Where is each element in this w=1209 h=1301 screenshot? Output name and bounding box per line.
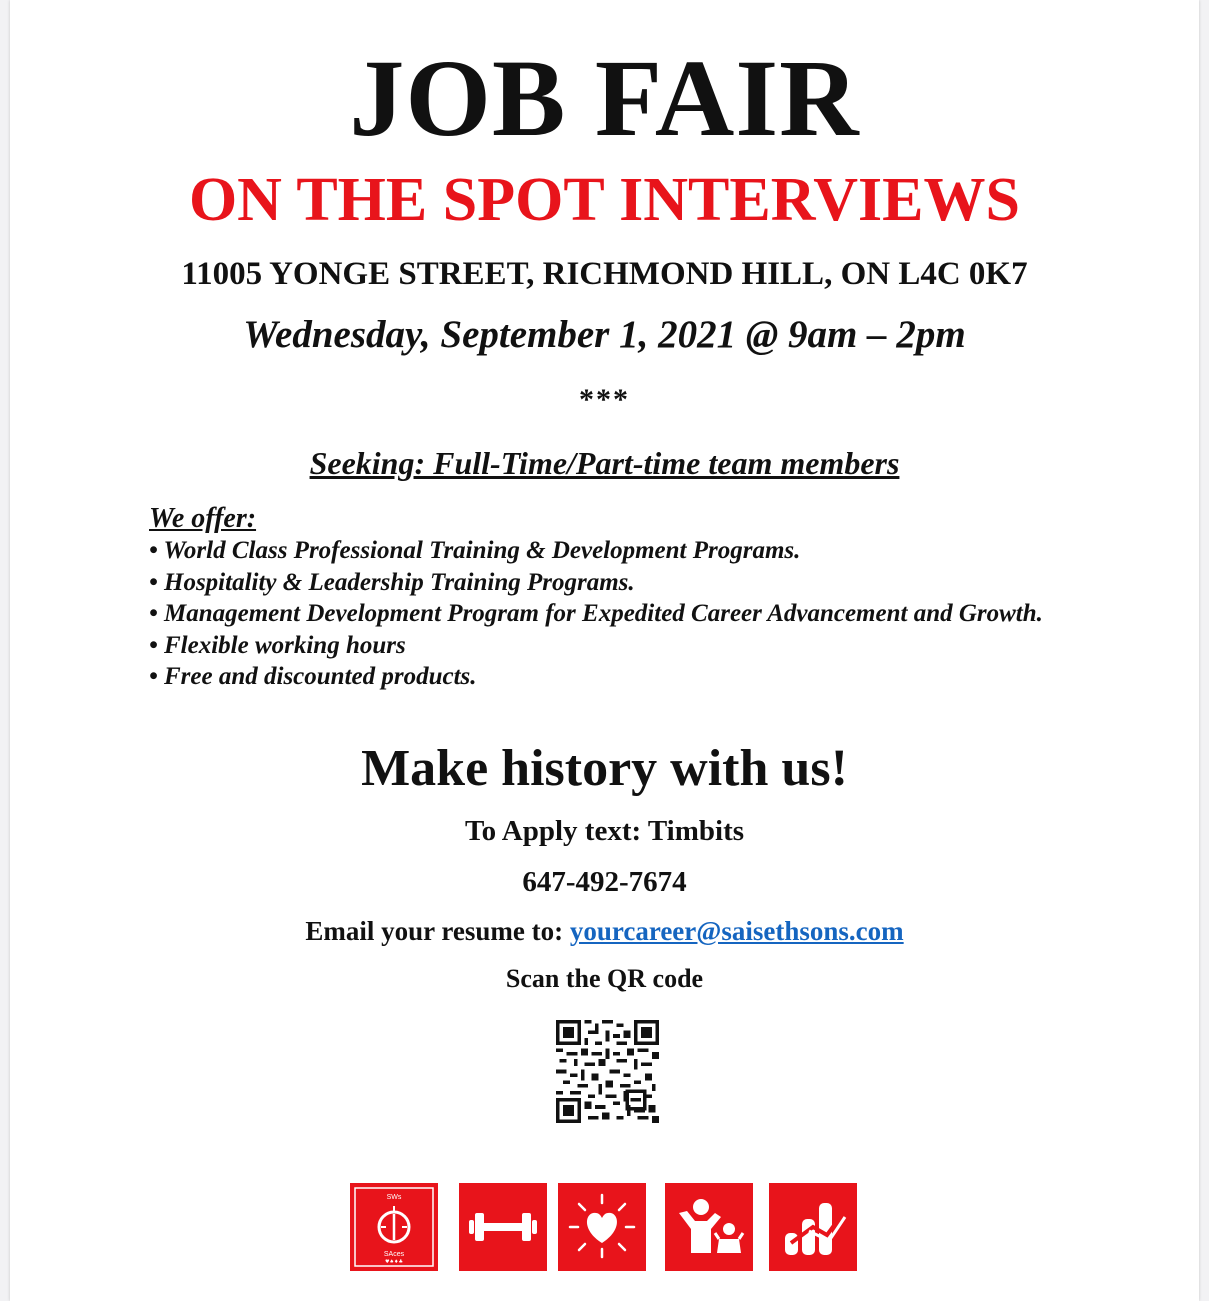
page-title: JOB FAIR: [349, 37, 860, 159]
event-address: 11005 YONGE STREET, RICHMOND HILL, ON L4C 0K7: [181, 256, 1028, 292]
heart-sun-icon: [558, 1183, 646, 1271]
offer-item: • World Class Professional Training & Development Programs.: [149, 537, 801, 564]
email-link[interactable]: yourcareer@saisethsons.com: [569, 916, 904, 946]
compass-bottom-text: SAces: [383, 1251, 405, 1258]
dumbbell-icon: [459, 1183, 547, 1271]
motto: Make history with us!: [361, 740, 848, 797]
growth-badge: [769, 1183, 857, 1271]
apply-instruction: To Apply text: Timbits: [464, 815, 745, 847]
offer-section: [149, 503, 1049, 693]
family-badge: [665, 1183, 753, 1271]
offer-item: • Management Development Program for Expedited Career Advancement and Growth.: [149, 600, 1043, 627]
separator-stars: ***: [579, 383, 630, 416]
offer-heading: We offer:: [149, 503, 257, 534]
email-label: Email your resume to:: [305, 916, 570, 946]
growth-chart-icon: [769, 1183, 857, 1271]
offer-item: • Flexible working hours: [149, 631, 406, 659]
compass-top-text: SWs: [386, 1194, 402, 1201]
seeking-heading: Seeking: Full-Time/Part-time team members: [309, 445, 900, 481]
qr-instruction: Scan the QR code: [505, 964, 704, 993]
phone-number: 647-492-7674: [522, 866, 687, 898]
heart-badge: [558, 1183, 646, 1271]
badge-row: [10, 1183, 1199, 1271]
flyer-page: [10, 0, 1199, 1301]
qr-code[interactable]: [550, 1020, 665, 1123]
page-subtitle: ON THE SPOT INTERVIEWS: [188, 166, 1021, 234]
event-date-time: Wednesday, September 1, 2021 @ 9am – 2pm: [243, 313, 966, 356]
email-line: [10, 917, 1199, 947]
family-icon: [665, 1183, 753, 1271]
offer-item: • Hospitality & Leadership Training Programs.: [149, 568, 635, 596]
compass-icon: [350, 1183, 438, 1271]
offer-item: • Free and discounted products.: [149, 663, 477, 690]
dumbbell-badge: [459, 1183, 547, 1271]
compass-badge: [350, 1183, 438, 1271]
card-suits-icon: ♥♠♦♣: [385, 1259, 403, 1265]
